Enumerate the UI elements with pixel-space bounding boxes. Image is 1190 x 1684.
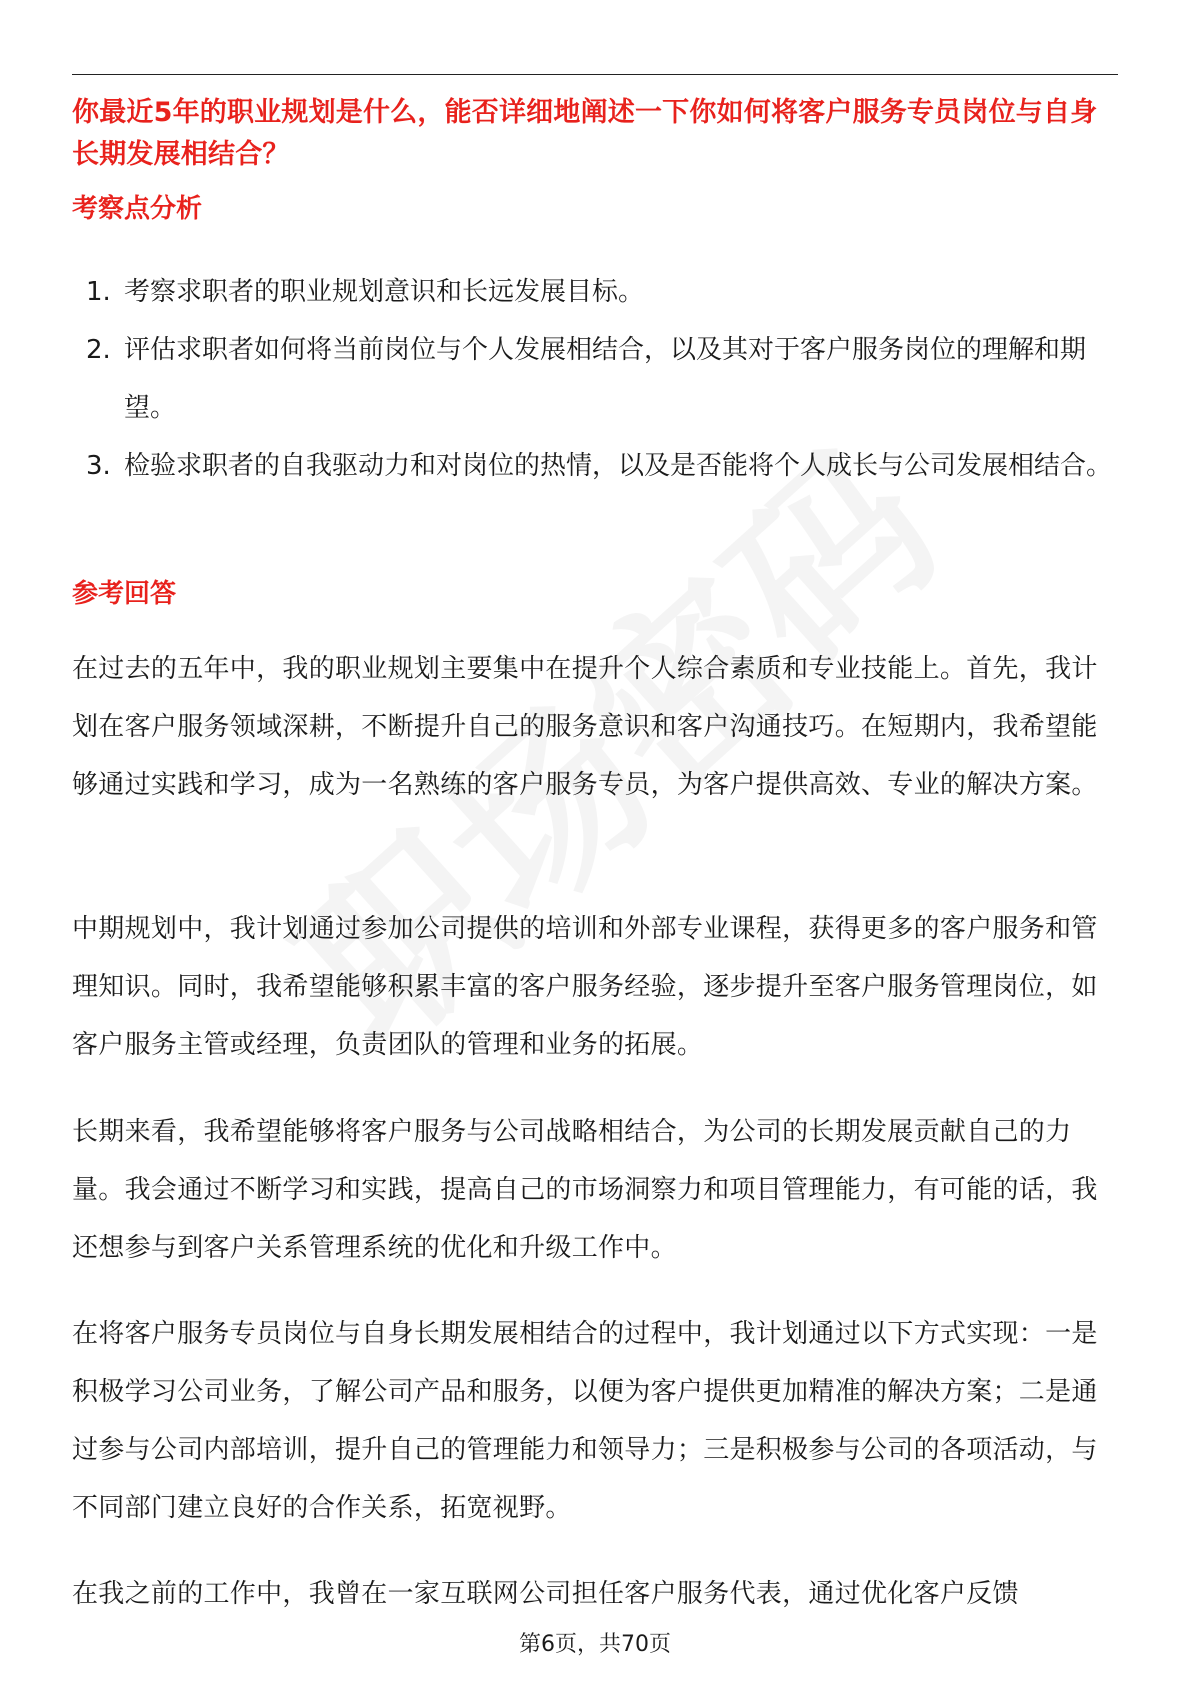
list-item <box>72 321 1122 437</box>
answer-heading: 参考回答 <box>72 579 177 609</box>
list-item <box>72 263 1122 321</box>
list-item-text: 评估求职者如何将当前岗位与个人发展相结合，以及其对于客户服务岗位的理解和期望。 <box>124 335 1087 423</box>
answer-paragraph: 在我之前的工作中，我曾在一家互联网公司担任客户服务代表，通过优化客户反馈 <box>72 1579 1019 1609</box>
list-item-number: 3. <box>86 451 111 481</box>
answer-paragraph: 在过去的五年中，我的职业规划主要集中在提升个人综合素质和专业技能上。首先，我计划在客户服务领域深耕，不断提升自己的服务意识和客户沟通技巧。在短期内，我希望能够通过实践和学习，成为一名熟练的客户服务专员，为客户提供高效、专业的解决方案。 <box>72 654 1098 800</box>
top-divider <box>72 74 1118 75</box>
page-number-footer: 第6页，共70页 <box>519 1632 671 1657</box>
list-item-number: 1. <box>86 277 111 307</box>
answer-paragraph: 在将客户服务专员岗位与自身长期发展相结合的过程中，我计划通过以下方式实现：一是积极学习公司业务，了解公司产品和服务，以便为客户提供更加精准的解决方案；二是通过参与公司内部培训，提升自己的管理能力和领导力；三是积极参与公司的各项活动，与不同部门建立良好的合作关系，拓宽视野。 <box>72 1319 1098 1523</box>
answer-paragraph: 中期规划中，我计划通过参加公司提供的培训和外部专业课程，获得更多的客户服务和管理知识。同时，我希望能够积累丰富的客户服务经验，逐步提升至客户服务管理岗位，如客户服务主管或经理，负责团队的管理和业务的拓展。 <box>72 914 1098 1060</box>
analysis-heading: 考察点分析 <box>72 194 203 224</box>
analysis-points-list <box>72 263 1122 495</box>
list-item-number: 2. <box>86 335 111 365</box>
list-item-text: 检验求职者的自我驱动力和对岗位的热情，以及是否能将个人成长与公司发展相结合。 <box>124 451 1113 481</box>
list-item-text: 考察求职者的职业规划意识和长远发展目标。 <box>124 277 645 307</box>
list-item <box>72 437 1122 495</box>
question-title: 你最近5年的职业规划是什么，能否详细地阐述一下你如何将客户服务专员岗位与自身长期发展相结合？ <box>72 97 1098 170</box>
answer-paragraph: 长期来看，我希望能够将客户服务与公司战略相结合，为公司的长期发展贡献自己的力量。我会通过不断学习和实践，提高自己的市场洞察力和项目管理能力，有可能的话，我还想参与到客户关系管理系统的优化和升级工作中。 <box>72 1117 1098 1263</box>
